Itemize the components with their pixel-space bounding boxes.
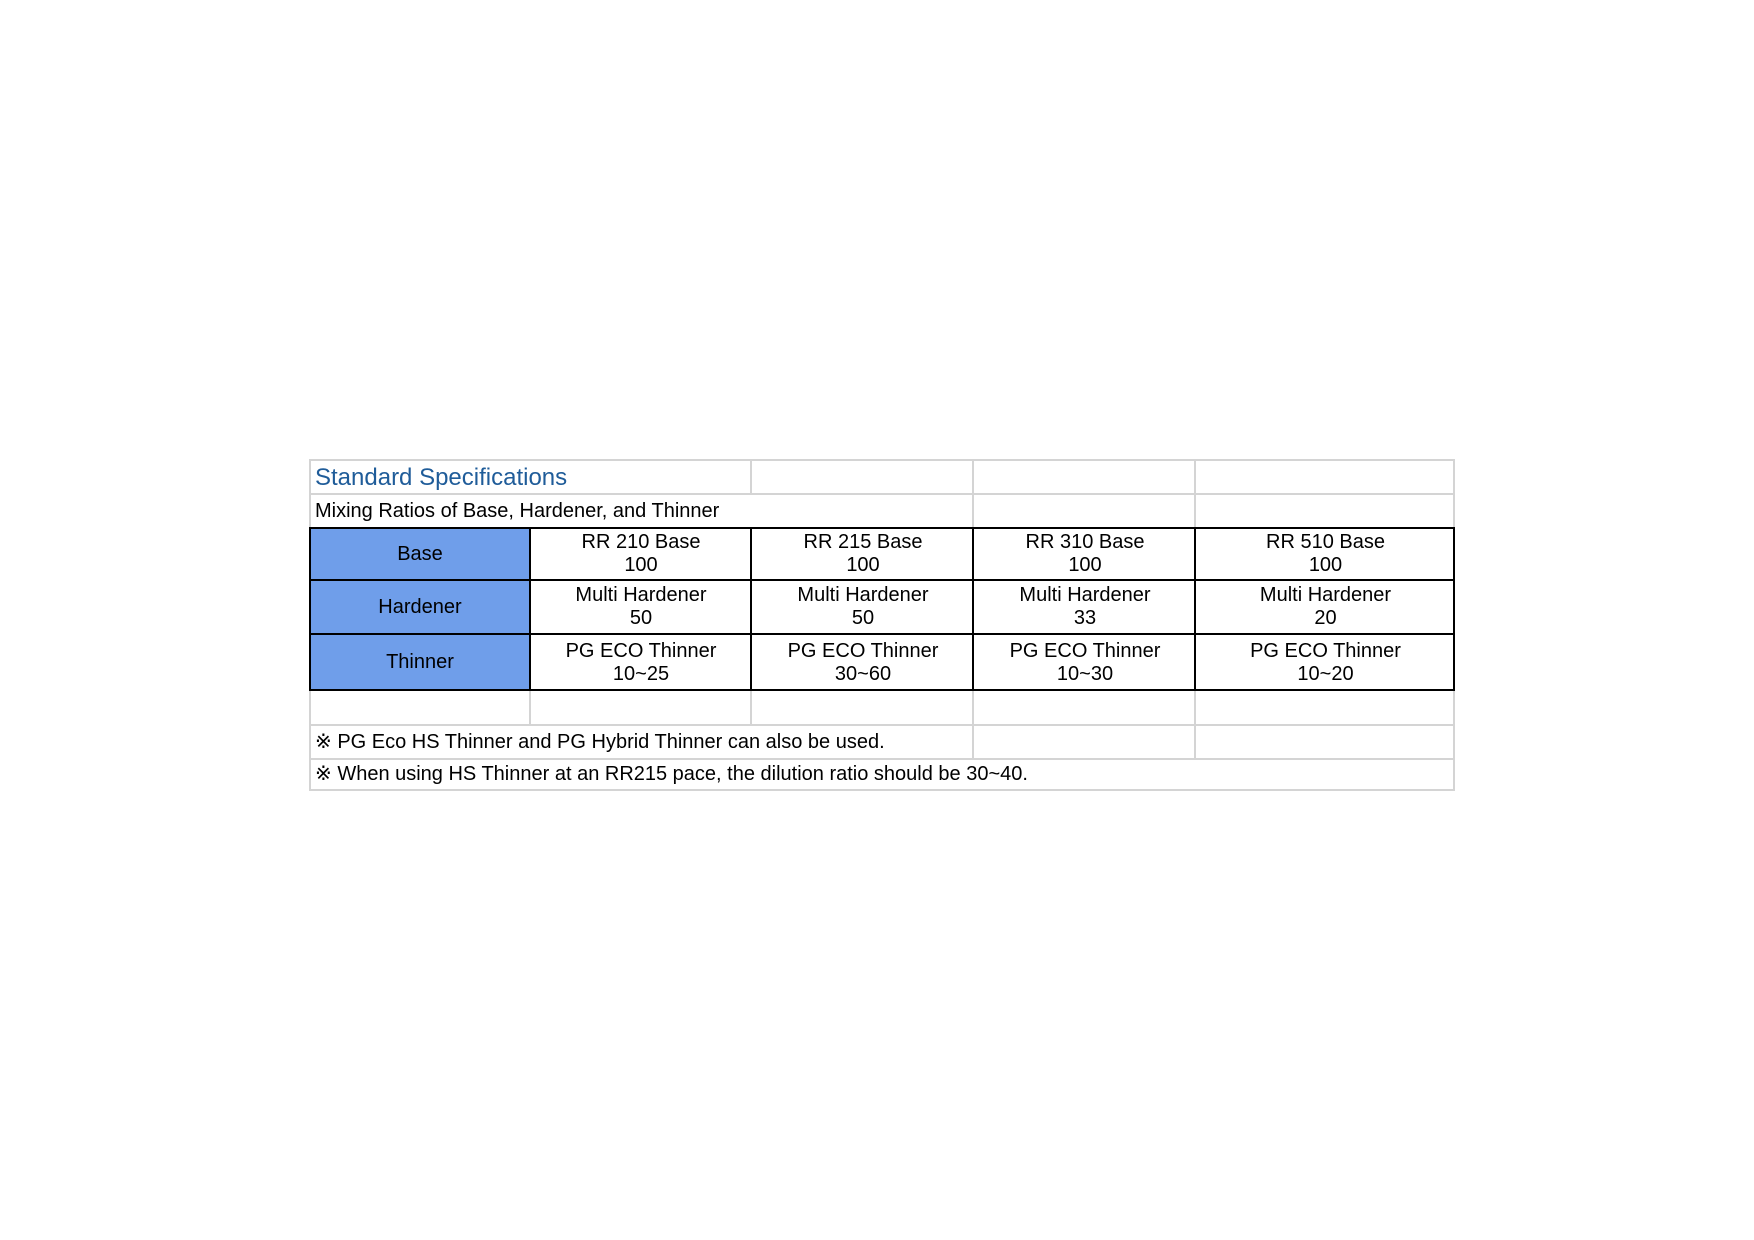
- table-cell: [530, 527, 752, 581]
- table-cell: [752, 527, 974, 581]
- cell-value: 100: [1068, 554, 1102, 576]
- cell-product: PG ECO Thinner: [1250, 639, 1401, 662]
- gridline: [1194, 691, 1196, 758]
- table-rule: [309, 579, 1455, 581]
- cell-value: 50: [629, 607, 653, 629]
- table-cell: [1196, 527, 1455, 581]
- cell-product: PG ECO Thinner: [565, 639, 717, 662]
- cell-value: 30~60: [834, 662, 892, 685]
- table-cell: [530, 580, 752, 634]
- cell-product: Multi Hardener: [1259, 584, 1392, 606]
- row-label-hardener: [309, 580, 531, 634]
- gridline: [1194, 459, 1196, 527]
- table-cell: [752, 634, 974, 691]
- cell-product: Multi Hardener: [1019, 584, 1151, 606]
- cell-product: Multi Hardener: [797, 584, 929, 606]
- cell-value: 20: [1314, 607, 1337, 629]
- cell-value: 100: [1308, 554, 1343, 576]
- cell-value: 33: [1073, 607, 1097, 629]
- cell-product: RR 210 Base: [581, 531, 701, 553]
- row-label-text: Thinner: [386, 651, 454, 673]
- cell-product: PG ECO Thinner: [1009, 639, 1161, 662]
- note-hs-thinner-ratio: ※ When using HS Thinner at an RR215 pace, the dilution ratio should be 30~40.: [315, 763, 1028, 785]
- row-label-text: Base: [397, 542, 443, 565]
- cell-value: 100: [624, 554, 658, 576]
- table-cell: [974, 634, 1196, 691]
- table-rule: [750, 527, 752, 691]
- gridline: [972, 459, 974, 527]
- table-cell: [974, 527, 1196, 581]
- table-cell: [1196, 580, 1455, 634]
- table-rule: [972, 527, 974, 691]
- table-cell: [974, 580, 1196, 634]
- note-thinner-alternatives: ※ PG Eco HS Thinner and PG Hybrid Thinner can also be used.: [315, 730, 885, 753]
- cell-product: Multi Hardener: [575, 584, 707, 606]
- row-label-text: Hardener: [378, 595, 462, 618]
- gridline: [529, 691, 531, 724]
- cell-product: RR 215 Base: [803, 531, 923, 553]
- cell-product: RR 310 Base: [1025, 531, 1145, 553]
- cell-value: 10~30: [1056, 662, 1114, 685]
- cell-product: PG ECO Thinner: [787, 639, 939, 662]
- table-rule: [309, 633, 1455, 635]
- table-rule: [529, 527, 531, 691]
- sheet-subtitle: Mixing Ratios of Base, Hardener, and Thinner: [315, 499, 720, 522]
- spreadsheet: [309, 459, 1455, 791]
- cell-value: 100: [846, 554, 880, 576]
- table-cell: [530, 634, 752, 691]
- row-label-base: [309, 527, 531, 581]
- cell-value: 10~20: [1297, 662, 1354, 685]
- table-cell: [752, 580, 974, 634]
- table-rule: [1194, 527, 1196, 691]
- cell-value: 50: [851, 607, 875, 629]
- sheet-title: Standard Specifications: [315, 463, 568, 491]
- cell-product: RR 510 Base: [1266, 531, 1385, 553]
- cell-value: 10~25: [612, 662, 670, 685]
- gridline: [750, 691, 752, 724]
- gridline: [750, 459, 752, 493]
- table-cell: [1196, 634, 1455, 691]
- row-label-thinner: [309, 634, 531, 691]
